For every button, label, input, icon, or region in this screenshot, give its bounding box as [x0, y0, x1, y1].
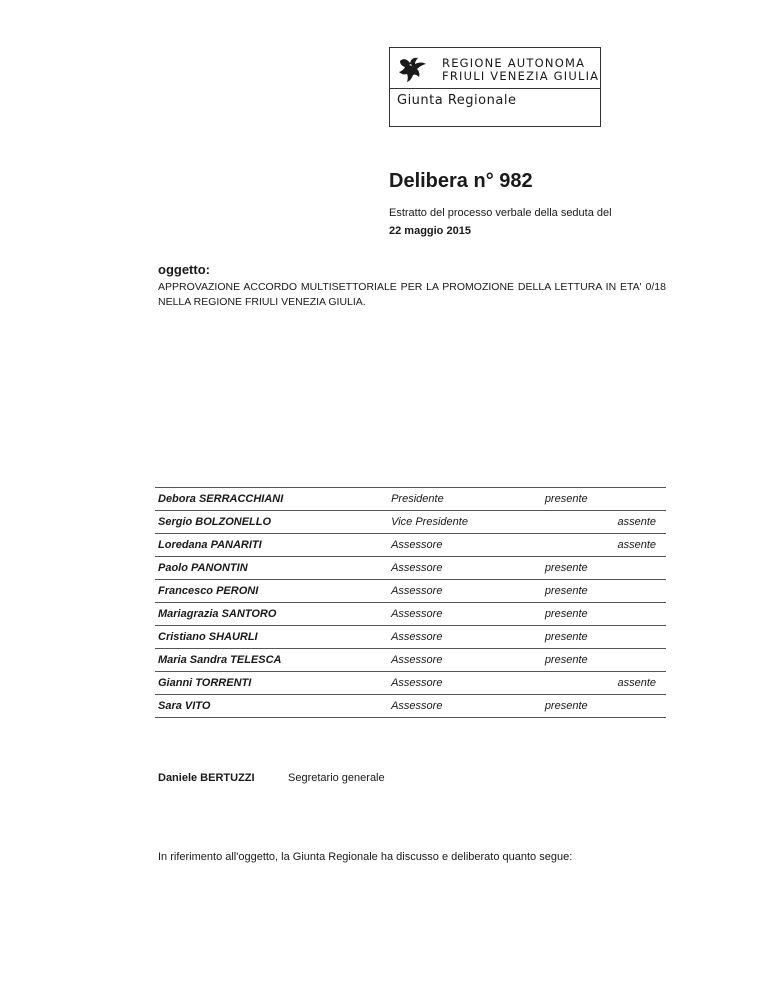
member-presente: presente	[542, 488, 615, 511]
member-assente	[614, 488, 666, 511]
member-row	[155, 672, 666, 695]
attendance-table	[155, 487, 666, 718]
secretary-role: Segretario generale	[288, 772, 385, 784]
eagle-emblem-icon	[396, 51, 430, 85]
member-row	[155, 534, 666, 557]
giunta-label: Giunta Regionale	[397, 93, 517, 108]
member-assente	[614, 695, 666, 718]
member-presente: presente	[542, 649, 615, 672]
intro-text: In riferimento all'oggetto, la Giunta Regionale ha discusso e deliberato quanto segue:	[158, 851, 573, 863]
member-role: Assessore	[388, 580, 542, 603]
member-name: Sara VITO	[155, 695, 388, 718]
member-role: Assessore	[388, 603, 542, 626]
secretary-name: Daniele BERTUZZI	[158, 772, 255, 784]
region-name-line2: FRIULI VENEZIA GIULIA	[442, 69, 600, 83]
logo-header	[390, 48, 600, 89]
member-role: Assessore	[388, 649, 542, 672]
member-name: Paolo PANONTIN	[155, 557, 388, 580]
member-assente: assente	[614, 672, 666, 695]
extract-text: Estratto del processo verbale della seduta del	[389, 207, 612, 219]
member-row	[155, 488, 666, 511]
member-presente	[542, 534, 615, 557]
member-row	[155, 695, 666, 718]
member-assente	[614, 580, 666, 603]
region-name-line1: REGIONE AUTONOMA	[442, 56, 586, 70]
region-logo-box	[389, 47, 601, 127]
member-name: Francesco PERONI	[155, 580, 388, 603]
member-role: Assessore	[388, 534, 542, 557]
member-row	[155, 626, 666, 649]
member-row	[155, 649, 666, 672]
member-assente	[614, 649, 666, 672]
member-name: Loredana PANARITI	[155, 534, 388, 557]
subject-label: oggetto:	[158, 262, 210, 277]
member-name: Sergio BOLZONELLO	[155, 511, 388, 534]
member-name: Debora SERRACCHIANI	[155, 488, 388, 511]
member-role: Assessore	[388, 626, 542, 649]
member-row	[155, 557, 666, 580]
member-assente	[614, 626, 666, 649]
member-assente	[614, 557, 666, 580]
member-presente: presente	[542, 626, 615, 649]
attendance-table-body	[155, 488, 666, 718]
member-row	[155, 603, 666, 626]
member-presente: presente	[542, 557, 615, 580]
member-role: Presidente	[388, 488, 542, 511]
member-role: Assessore	[388, 672, 542, 695]
member-role: Assessore	[388, 695, 542, 718]
member-assente: assente	[614, 511, 666, 534]
member-role: Assessore	[388, 557, 542, 580]
member-assente	[614, 603, 666, 626]
member-row	[155, 580, 666, 603]
session-date: 22 maggio 2015	[389, 225, 471, 237]
member-presente	[542, 672, 615, 695]
member-name: Mariagrazia SANTORO	[155, 603, 388, 626]
member-name: Gianni TORRENTI	[155, 672, 388, 695]
member-name: Maria Sandra TELESCA	[155, 649, 388, 672]
member-presente: presente	[542, 580, 615, 603]
member-role: Vice Presidente	[388, 511, 542, 534]
member-presente: presente	[542, 695, 615, 718]
member-row	[155, 511, 666, 534]
member-presente: presente	[542, 603, 615, 626]
member-name: Cristiano SHAURLI	[155, 626, 388, 649]
page-title: Delibera n° 982	[389, 170, 533, 192]
subject-text: APPROVAZIONE ACCORDO MULTISETTORIALE PER LA PROMOZIONE DELLA LETTURA IN ETA' 0/18 NELLA REGIONE FRIULI VENEZIA GIULIA.	[158, 281, 666, 308]
member-assente: assente	[614, 534, 666, 557]
member-presente	[542, 511, 615, 534]
